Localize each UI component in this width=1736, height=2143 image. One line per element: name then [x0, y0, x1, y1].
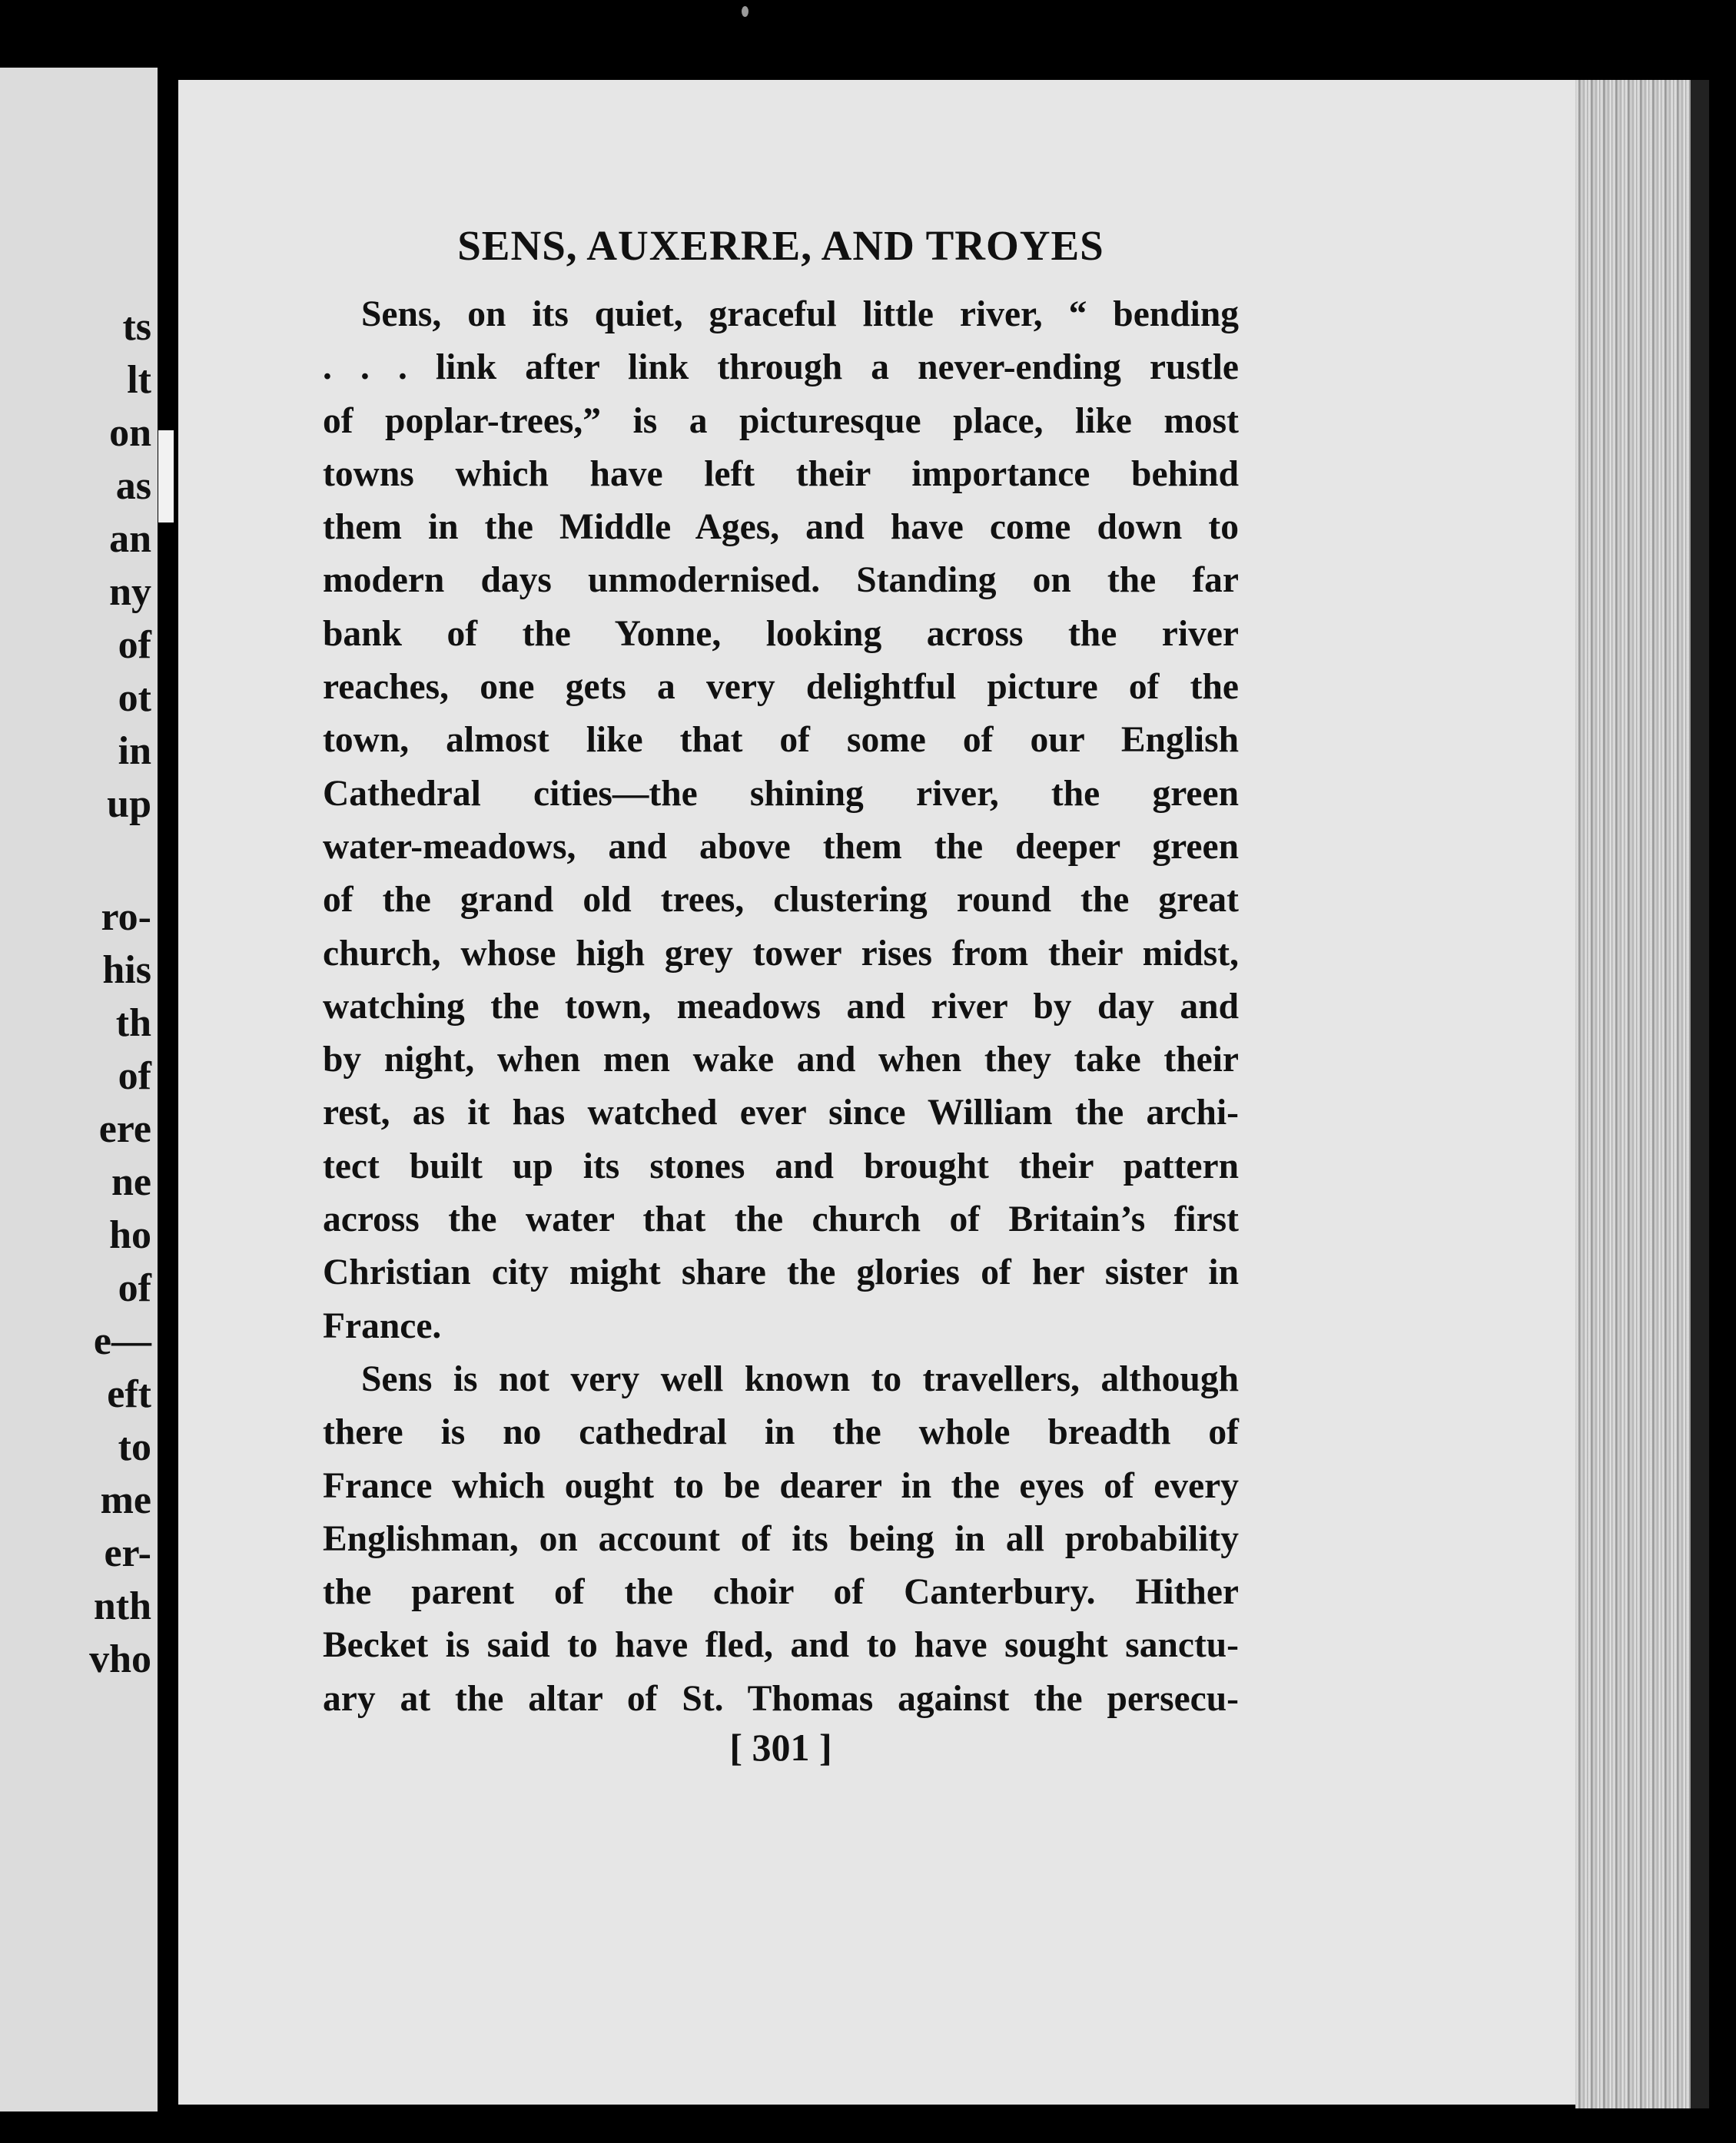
left-page-fragment: of [118, 1266, 151, 1310]
text-line: there is no cathedral in the whole breadth of [323, 1412, 1239, 1453]
text-line: ary at the altar of St. Thomas against the persecu- [323, 1678, 1239, 1719]
text-line: Sens, on its quiet, graceful little river, “ bending [361, 294, 1239, 334]
left-page-fragment: ts [122, 305, 151, 349]
left-page-fragment: eft [107, 1372, 151, 1416]
text-line: Sens is not very well known to travellers, although [361, 1358, 1239, 1399]
text-line: bank of the Yonne, looking across the river [323, 613, 1239, 654]
text-line: modern days unmodernised. Standing on the far [323, 560, 1239, 601]
left-page-fragment: ny [109, 570, 151, 614]
text-line: watching the town, meadows and river by day and [323, 986, 1239, 1027]
text-line: Becket is said to have fled, and to have sought sanctu- [323, 1625, 1239, 1666]
left-page-fragment: in [118, 729, 151, 773]
text-line: across the water that the church of Britain’s first [323, 1199, 1239, 1240]
page-edges-shadow [1691, 80, 1709, 2108]
left-page-fragment: er- [104, 1531, 151, 1575]
text-line: France. [323, 1305, 442, 1346]
text-line: of the grand old trees, clustering round the great [323, 880, 1239, 921]
left-page-fragment: of [118, 623, 151, 667]
text-line: them in the Middle Ages, and have come down to [323, 507, 1239, 548]
text-line: of poplar-trees,” is a picturesque place, like most [323, 400, 1239, 441]
left-page-fragment: as [115, 464, 151, 508]
left-page-fragment: lt [127, 358, 151, 402]
left-page-fragment: his [102, 948, 151, 992]
left-page-fragment: ne [111, 1160, 151, 1204]
running-header: SENS, AUXERRE, AND TROYES [457, 222, 1104, 269]
left-page-fragment: nth [93, 1584, 151, 1628]
left-facing-page [0, 68, 158, 2111]
left-page-fragment: ot [118, 676, 151, 720]
left-page-fragment: ere [98, 1107, 151, 1151]
page-edges [1575, 80, 1706, 2108]
text-line: rest, as it has watched ever since William the archi- [323, 1093, 1239, 1133]
text-line: France which ought to be dearer in the eyes of every [323, 1465, 1239, 1506]
text-line: . . . link after link through a never-ending rustle [323, 347, 1239, 388]
text-line: water-meadows, and above them the deeper green [323, 826, 1239, 867]
page-tab-mark [158, 430, 174, 522]
left-page-fragment: me [100, 1478, 151, 1522]
left-page-fragment: on [109, 411, 151, 455]
text-line: Englishman, on account of its being in all probability [323, 1518, 1239, 1559]
text-line: tect built up its stones and brought their pattern [323, 1146, 1239, 1186]
text-line: by night, when men wake and when they take their [323, 1040, 1239, 1080]
text-line: Cathedral cities—the shining river, the green [323, 773, 1239, 814]
left-page-fragment: up [107, 782, 151, 826]
scan-speck [742, 6, 749, 17]
text-line: towns which have left their importance behind [323, 453, 1239, 494]
text-line: church, whose high grey tower rises from their midst, [323, 933, 1239, 974]
left-page-fragment: ro- [101, 895, 151, 939]
left-page-fragment: e— [93, 1319, 151, 1363]
left-page-fragment: ho [109, 1213, 151, 1257]
text-line: reaches, one gets a very delightful picture of the [323, 667, 1239, 708]
left-page-fragment: of [118, 1054, 151, 1098]
text-line: Christian city might share the glories of her sister in [323, 1252, 1239, 1293]
left-page-fragment: vho [89, 1637, 151, 1681]
left-page-fragment: th [115, 1001, 151, 1045]
text-line: town, almost like that of some of our English [323, 720, 1239, 761]
page-number: [ 301 ] [729, 1726, 832, 1769]
text-line: the parent of the choir of Canterbury. Hither [323, 1572, 1239, 1613]
body-text [323, 288, 1239, 1726]
left-page-fragment: an [109, 517, 151, 561]
left-page-fragment: to [118, 1425, 151, 1469]
